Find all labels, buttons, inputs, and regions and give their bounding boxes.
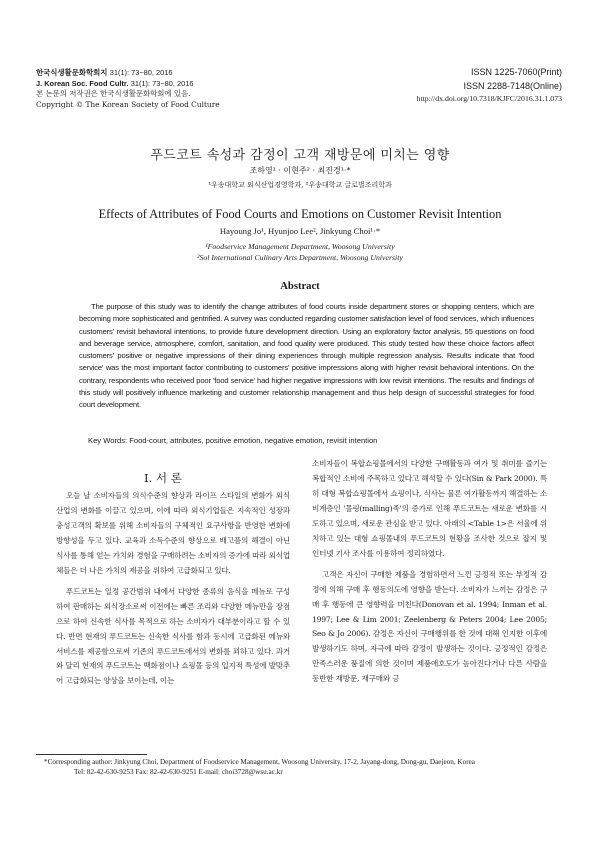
corresponding-author-footnote xyxy=(44,757,564,778)
body-column-left xyxy=(56,489,290,689)
copyright-ko: 본 논문의 저작권은 한국식생활문화학회에 있음. xyxy=(36,89,191,99)
authors-english: Hayoung Jo¹, Hyunjoo Lee², Jinkyung Choi¹·* xyxy=(219,226,381,236)
affiliation-english-2: ²Sol International Culinary Arts Department, Woosong University xyxy=(197,253,403,262)
body-column-right xyxy=(312,457,547,687)
doi-link[interactable]: http://dx.doi.org/10.7318/KJFC/2016.31.1.073 xyxy=(416,94,562,103)
footnote-divider xyxy=(36,754,147,755)
affiliation-english xyxy=(0,241,600,263)
journal-header xyxy=(36,68,220,110)
journal-line-ko: 한국식생활문화학회지 31(1): 73~80, 2016 xyxy=(36,68,173,77)
keywords: Key Words: Food-court, attributes, positive emotion, negative emotion, revisit intention xyxy=(88,436,378,445)
section-heading-introduction: Ⅰ. 서 론 xyxy=(143,471,183,485)
affiliation-english-1: ¹Foodservice Management Department, Woosong University xyxy=(205,242,395,251)
abstract-body: The purpose of this study was to identify the change attributes of food courts inside department stores or shopping centers, which are becoming more sophisticated and gentrified. A survey was conducted regarding customer satisfaction level of food services, which influences customers' revisit behavioral intentions, to provide future development direction. Using an exploratory factor analysis, 55 questions on food and beverage service, atmosphere, comfort, sanitation, and food quality were produced. This study tested how these choice factors affect customers' positive or negative impressions of their dining experiences through multiple regression analysis. Results indicate that 'food service' was the most important factor contributing to customers' positive impressions along with higher revisit behavioral intentions. On the contrary, respondents who received poor 'food service' had higher negative impressions with low revisit intentions. The results and findings of this study will positively influence marketing and customer relationship management and thus help design of successful strategies for food court development. xyxy=(79,302,534,409)
issn-online: ISSN 2288-7148(Online) xyxy=(463,80,562,91)
paragraph: 고객은 자신이 구매한 제품을 경험하면서 느낀 긍정적 또는 부정적 감정에 의해 구매 후 행동의도에 영향을 받는다. 소비자가 느끼는 감정은 구매 후 행동에 큰 영향력을 미친다(Donovan et al. 1994; Inman et al. 1997; Lee & Lim 2001; Zeelenberg & Peters 2004; Lee 2005; Seo & Jo 2006). 감정은 자신이 구매행위를 한 것에 대해 인지한 이후에 발생하기도 하며, 자극에 따라 감정이 발생하는 것이다. 긍정적인 감정은 만족스러운 품질에 의한 것이며 제품애호도가 높아진다거나 다른 사람을 동반한 재방문, 재구매와 긍 xyxy=(312,569,547,684)
footnote-line-2: Tel: 82-42-630-9253 Fax: 82-42-630-9251 E-mail: choi3728@wsu.ac.kr xyxy=(74,768,283,777)
copyright-en: Copyright © The Korean Society of Food Culture xyxy=(36,99,220,109)
issn-print: ISSN 1225-7060(Print) xyxy=(470,67,562,77)
paragraph: 소비자들이 복합쇼핑몰에서의 다양한 구매활동과 여가 및 취미를 즐기는 복합적인 소비에 주목하고 있다고 해석할 수 있다(Sin & Park 2000). 특히 대형 복합쇼핑몰에서 쇼핑이나, 식사는 물론 여가활동까지 해결하는 소비계층인 '몰링(malling)족'의 증가로 인해 푸드코트는 새로운 변화를 시도하고 있으며, 새로운 관심을 받고 있다. 아래의 <Table 1>은 서울에 위치하고 있는 대형 쇼핑몰내의 푸드코트의 현황을 조사한 것으로 잡지 및 인터넷 기사 조사를 이용하여 정리하였다. xyxy=(312,459,547,558)
authors-korean: 조하영¹ · 이현주² · 최진경¹·* xyxy=(249,166,351,175)
journal-line-en: J. Korean Soc. Food Cultr. 31(1): 73~80, 2016 xyxy=(36,78,194,88)
abstract-heading: Abstract xyxy=(280,281,320,292)
issn-block xyxy=(417,66,562,105)
title-english: Effects of Attributes of Food Courts and Emotions on Customer Revisit Intention xyxy=(98,207,502,221)
paragraph: 오늘 날 소비자들의 의식수준의 향상과 라이프 스타일의 변화가 외식산업의 변화를 이끌고 있으며, 이에 따라 외식기업들은 지속적인 성장과 충성고객의 확보를 위해 소비자들의 구체적인 요구사항을 반영한 변화에 방향성을 두고 있다. 교육과 소득수준의 향상으로 배고픔의 해결이 아닌 식사를 통해 얻는 가치와 경험을 구매하려는 소비자의 증가에 따라 외식업체들은 더 나은 가치의 제공을 위하여 고급화되고 있다. xyxy=(56,491,290,575)
affiliation-korean: ¹우송대학교 외식산업경영학과, ²우송대학교 글로벌조리학과 xyxy=(208,181,392,189)
footnote-line-1: *Corresponding author: Jinkyung Choi, Department of Foodservice Management, Woosong University, 17-2, Jayang-dong, Dong-gu, Daejeon, Korea xyxy=(44,758,475,766)
paragraph: 푸드코트는 일정 공간범위 내에서 다양한 종류의 음식을 메뉴로 구성하여 판매하는 외식장소로써 이전에는 빠른 조리와 다양한 메뉴만을 장점으로 하여 신속한 식사를 목적으로 하는 소비자가 대부분이라고 할 수 있다. 반면 현재의 푸드코트는 신속한 식사를 함과 동시에 고급화된 메뉴와 서비스를 제공함으로써 기존의 푸드코트에서의 변화를 꾀하고 있다. 과거와 달리 현재의 푸드코트는 백화점이나 쇼핑몰 등의 입지적 특성에 발맞추어 고급화되는 양상을 보이는데, 이는 xyxy=(56,586,290,686)
title-korean: 푸드코트 속성과 감정이 고객 재방문에 미치는 영향 xyxy=(150,148,450,163)
